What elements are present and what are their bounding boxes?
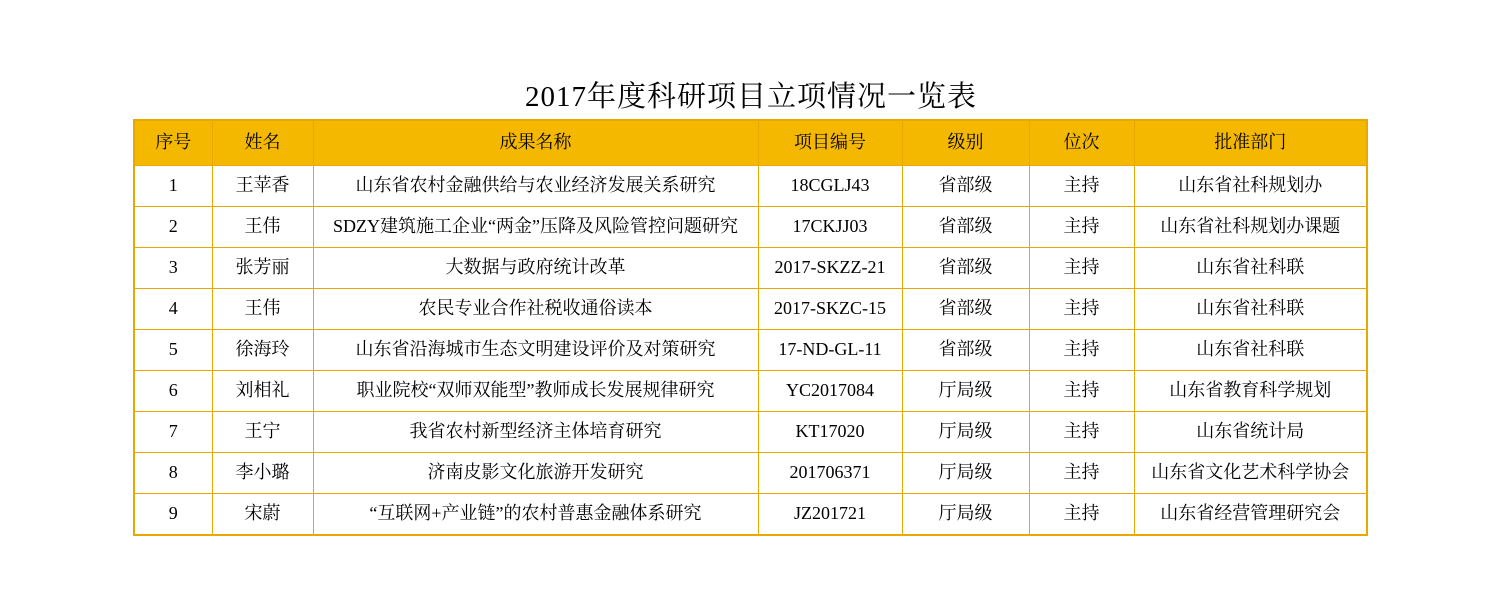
cell-code: 17CKJJ03 — [758, 207, 902, 248]
cell-code: 2017-SKZC-15 — [758, 289, 902, 330]
cell-name: 王宁 — [212, 412, 313, 453]
cell-role: 主持 — [1029, 248, 1134, 289]
cell-title: 山东省沿海城市生态文明建设评价及对策研究 — [313, 330, 758, 371]
column-header-code: 项目编号 — [758, 120, 902, 166]
table-row — [134, 248, 1367, 289]
cell-level: 厅局级 — [902, 412, 1029, 453]
cell-dept: 山东省社科规划办 — [1134, 166, 1367, 207]
cell-dept: 山东省社科联 — [1134, 289, 1367, 330]
cell-title: “互联网+产业链”的农村普惠金融体系研究 — [313, 494, 758, 536]
cell-dept: 山东省社科联 — [1134, 248, 1367, 289]
table-row — [134, 412, 1367, 453]
cell-name: 刘相礼 — [212, 371, 313, 412]
table-row — [134, 166, 1367, 207]
cell-dept: 山东省教育科学规划 — [1134, 371, 1367, 412]
table-container — [133, 119, 1366, 536]
cell-index: 9 — [134, 494, 212, 536]
cell-name: 王伟 — [212, 207, 313, 248]
cell-name: 王苹香 — [212, 166, 313, 207]
column-header-index: 序号 — [134, 120, 212, 166]
table-row — [134, 330, 1367, 371]
cell-name: 张芳丽 — [212, 248, 313, 289]
cell-level: 省部级 — [902, 207, 1029, 248]
cell-code: 201706371 — [758, 453, 902, 494]
cell-index: 2 — [134, 207, 212, 248]
cell-level: 厅局级 — [902, 371, 1029, 412]
cell-index: 5 — [134, 330, 212, 371]
cell-role: 主持 — [1029, 494, 1134, 536]
table-row — [134, 207, 1367, 248]
cell-title: 农民专业合作社税收通俗读本 — [313, 289, 758, 330]
cell-level: 省部级 — [902, 330, 1029, 371]
column-header-name: 姓名 — [212, 120, 313, 166]
cell-level: 省部级 — [902, 166, 1029, 207]
cell-dept: 山东省经营管理研究会 — [1134, 494, 1367, 536]
cell-dept: 山东省文化艺术科学协会 — [1134, 453, 1367, 494]
cell-code: 18CGLJ43 — [758, 166, 902, 207]
table-row — [134, 289, 1367, 330]
table-header — [134, 120, 1367, 166]
cell-index: 8 — [134, 453, 212, 494]
cell-level: 省部级 — [902, 289, 1029, 330]
cell-level: 省部级 — [902, 248, 1029, 289]
cell-title: 山东省农村金融供给与农业经济发展关系研究 — [313, 166, 758, 207]
column-header-level: 级别 — [902, 120, 1029, 166]
cell-role: 主持 — [1029, 207, 1134, 248]
cell-index: 4 — [134, 289, 212, 330]
column-header-role: 位次 — [1029, 120, 1134, 166]
cell-name: 李小璐 — [212, 453, 313, 494]
cell-code: KT17020 — [758, 412, 902, 453]
page-title: 2017年度科研项目立项情况一览表 — [524, 81, 977, 113]
cell-level: 厅局级 — [902, 453, 1029, 494]
cell-dept: 山东省统计局 — [1134, 412, 1367, 453]
table-body — [134, 166, 1367, 536]
column-header-dept: 批准部门 — [1134, 120, 1367, 166]
cell-name: 徐海玲 — [212, 330, 313, 371]
cell-title: 职业院校“双师双能型”教师成长发展规律研究 — [313, 371, 758, 412]
cell-index: 7 — [134, 412, 212, 453]
research-projects-table — [133, 119, 1368, 536]
cell-role: 主持 — [1029, 371, 1134, 412]
cell-role: 主持 — [1029, 453, 1134, 494]
table-row — [134, 371, 1367, 412]
cell-role: 主持 — [1029, 166, 1134, 207]
cell-title: 大数据与政府统计改革 — [313, 248, 758, 289]
cell-index: 3 — [134, 248, 212, 289]
cell-name: 王伟 — [212, 289, 313, 330]
cell-dept: 山东省社科规划办课题 — [1134, 207, 1367, 248]
cell-title: SDZY建筑施工企业“两金”压降及风险管控问题研究 — [313, 207, 758, 248]
cell-code: 2017-SKZZ-21 — [758, 248, 902, 289]
table-row — [134, 453, 1367, 494]
cell-role: 主持 — [1029, 412, 1134, 453]
cell-dept: 山东省社科联 — [1134, 330, 1367, 371]
cell-index: 1 — [134, 166, 212, 207]
table-header-row — [134, 120, 1367, 166]
cell-role: 主持 — [1029, 330, 1134, 371]
cell-level: 厅局级 — [902, 494, 1029, 536]
cell-title: 我省农村新型经济主体培育研究 — [313, 412, 758, 453]
cell-role: 主持 — [1029, 289, 1134, 330]
table-row — [134, 494, 1367, 536]
cell-name: 宋蔚 — [212, 494, 313, 536]
cell-code: 17-ND-GL-11 — [758, 330, 902, 371]
cell-title: 济南皮影文化旅游开发研究 — [313, 453, 758, 494]
column-header-title: 成果名称 — [313, 120, 758, 166]
cell-index: 6 — [134, 371, 212, 412]
cell-code: JZ201721 — [758, 494, 902, 536]
cell-code: YC2017084 — [758, 371, 902, 412]
